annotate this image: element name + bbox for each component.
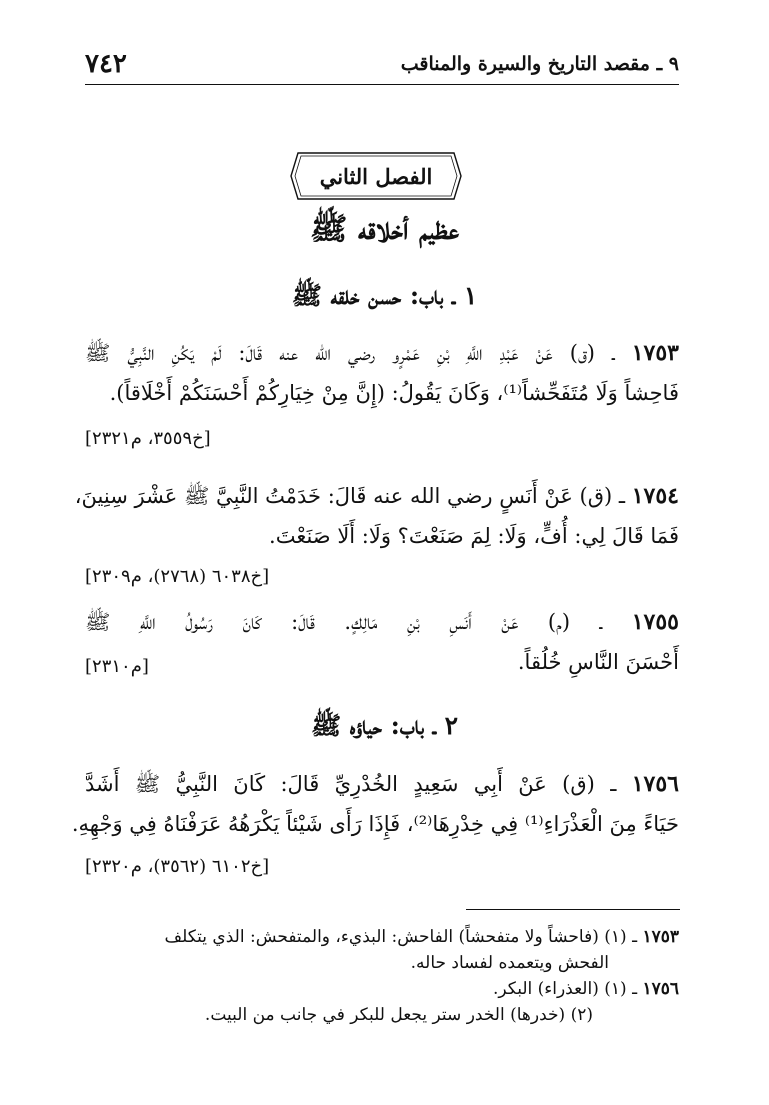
hadith-number: ١٧٥٤ <box>631 483 679 509</box>
hadith-text: ـ (ق) عَنْ أَنَسٍ رضي الله عنه قَالَ: خَدَمْتُ النَّبِيَّ ﷺ عَشْرَ سِنِينَ، <box>74 484 626 508</box>
chapter-label: الفصل الثاني <box>319 163 433 189</box>
hadith-number: ١٧٥٦ <box>631 771 679 797</box>
hadith-block <box>85 333 679 413</box>
footnotes <box>85 924 679 1028</box>
hadith-block <box>74 476 679 556</box>
hadith-number: ١٧٥٣ <box>631 340 679 366</box>
footnote-divider <box>466 909 680 910</box>
hadith-source: [خ٦٠٣٨ (٢٧٦٨)، م٢٣٠٩] <box>85 566 270 587</box>
chapter-frame <box>288 150 464 202</box>
footnote <box>85 924 679 950</box>
hadith-block <box>71 764 679 844</box>
hadith-source: [خ٦١٠٢ (٣٥٦٢)، م٢٣٢٠] <box>85 856 270 877</box>
section-title: ١ ـ باب: حسن خلقه ﷺ <box>291 281 478 310</box>
hadith-text: ـ (ق) عَنْ عَبْدِ اللَّهِ بْنِ عَمْرٍو رضي الله عنه قَالَ: لَمْ يَكُنِ النَّبِيُّ ﷺ <box>85 341 615 365</box>
hadith-text: حَيَاءً مِنَ الْعَذْرَاءِ⁽¹⁾ فِي خِدْرِهَا⁽²⁾، فَإِذَا رَأَى شَيْئاً يَكْرَهُهُ عَرَفْنَاهُ فِي وَجْهِهِ. <box>71 812 679 836</box>
footnote-text: ـ (١) (فاحشاً ولا متفحشاً) الفاحش: البذيء، والمتفحش: الذي يتكلف <box>164 927 638 947</box>
hadith-text: ـ (م) عَنْ أَنَسِ بْنِ مَالِكٍ. قَالَ: كَانَ رَسُولُ اللَّهِ ﷺ <box>85 610 603 634</box>
page-number: ٧٤٢ <box>85 49 127 79</box>
hadith-source: [خ٣٥٥٩، م٢٣٢١] <box>85 428 211 449</box>
hadith-number: ١٧٥٥ <box>631 609 679 635</box>
running-title: ٩ ـ مقصد التاريخ والسيرة والمناقب <box>400 53 679 75</box>
footnote-ref: ١٧٥٣ <box>642 927 679 947</box>
footnote-sub: (٢) (خدرها) الخدر ستر يجعل للبكر في جانب من البيت. <box>204 1005 593 1025</box>
running-header <box>85 44 679 85</box>
footnote <box>85 976 679 1002</box>
section-title: ٢ ـ باب: حياؤه ﷺ <box>310 711 459 740</box>
footnote-continuation: الفحش ويتعمده لفساد حاله. <box>410 953 609 973</box>
hadith-text: ـ (ق) عَنْ أَبِي سَعِيدٍ الخُدْرِيِّ قَالَ: كَانَ النَّبِيُّ ﷺ أَشَدَّ <box>85 772 617 796</box>
footnote-ref: ١٧٥٦ <box>642 979 679 999</box>
chapter-title: عظيم أخلاقه ﷺ <box>309 211 460 247</box>
hadith-source: [م٢٣١٠] <box>85 656 149 677</box>
hadith-text: أَحْسَنَ النَّاسِ خُلُقاً. <box>517 650 679 674</box>
hadith-text: فَمَا قَالَ لِي: أُفٍّ، وَلَا: لِمَ صَنَعْتَ؟ وَلَا: أَلَا صَنَعْتَ. <box>269 524 679 548</box>
footnote-text: ـ (١) (العذراء) البكر. <box>493 979 638 999</box>
hadith-text: فَاحِشاً وَلَا مُتَفَحِّشاً⁽¹⁾، وَكَانَ يَقُولُ: (إِنَّ مِنْ خِيَارِكُمْ أَحْسَنَكُمْ أَخْلَاقاً). <box>109 381 679 405</box>
